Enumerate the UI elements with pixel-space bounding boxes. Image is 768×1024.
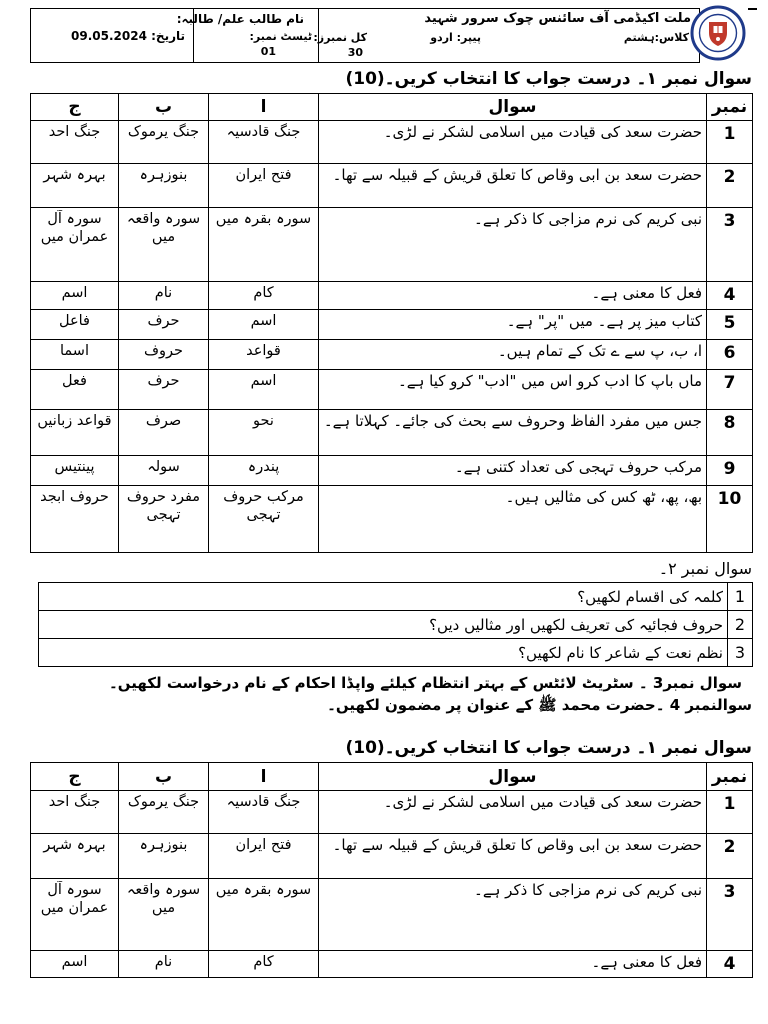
total-marks-value: 30 [347,46,363,59]
option-a-cell [209,456,319,486]
mcq-number-cell [707,879,753,951]
header-option-a: ا [209,763,319,791]
option-c: قواعد زبانیں [37,413,112,429]
mcq-question: حضرت سعد بن ابی وقاص کا تعلق قریش کے قبیلہ سے تھا۔ [332,836,702,854]
mcq-row [31,879,753,951]
option-b: مفرد حروف تہجی [126,489,201,523]
option-a: اسم [250,313,277,329]
short-question-row [39,583,753,611]
mcq-question: حضرت سعد بن ابی وقاص کا تعلق قریش کے قبیلہ سے تھا۔ [332,166,702,184]
option-b-cell [119,282,209,310]
option-a: مرکب حروف تہجی [223,489,304,523]
option-b-cell [119,340,209,370]
mcq-number: 3 [723,882,736,902]
short-question-row [39,611,753,639]
mcq-question: ماں باپ کا ادب کرو اس میں "ادب" کرو کیا ہے۔ [398,372,702,390]
option-c-cell [31,951,119,978]
option-b: جنگ یرموک [127,124,200,140]
paper-label: پیپر: اردو [430,31,481,44]
option-a: جنگ قادسیہ [226,124,301,140]
mcq-row [31,410,753,456]
mcq-row [31,121,753,164]
mcq-question-cell [319,370,707,410]
mcq-question-cell [319,791,707,834]
option-a-cell [209,486,319,553]
mcq-row [31,310,753,340]
q2-number: 2 [734,615,746,634]
short-questions-table [38,582,753,667]
class-label: کلاس:ہشتم [623,31,689,44]
option-b: نام [154,954,173,970]
option-c: بہرہ شہر [43,167,106,183]
option-b: بنوزہرہ [139,167,188,183]
option-c-cell [31,834,119,879]
option-b: نام [154,285,173,301]
option-b: جنگ یرموک [127,794,200,810]
option-c: جنگ احد [48,794,101,810]
q2-number-cell [728,611,753,639]
option-c-cell [31,370,119,410]
date-line [71,29,185,43]
school-name: ملت اکیڈمی آف سائنس چوک سرور شہید [424,11,691,26]
option-c-cell [31,164,119,208]
mcq-question: نبی کریم کی نرم مزاجی کا ذکر ہے۔ [474,210,702,228]
option-c: بہرہ شہر [43,837,106,853]
option-b-cell [119,310,209,340]
mcq-row [31,208,753,282]
mcq-number: 10 [717,489,742,509]
option-a-cell [209,879,319,951]
option-c-cell [31,208,119,282]
option-b-cell [119,208,209,282]
option-b: سولہ [147,459,180,475]
paper-header [30,8,700,63]
mcq-question-cell [319,208,707,282]
header-question: سوال [319,94,707,121]
mcq-question: حضرت سعد کی قیادت میں اسلامی لشکر نے لڑی۔ [383,793,702,811]
option-a: فتح ایران [235,167,292,183]
option-c-cell [31,340,119,370]
academy-seal-icon [690,5,746,61]
mcq-number: 3 [723,211,736,231]
mcq-number: 7 [723,373,736,393]
option-a-cell [209,340,319,370]
mcq-table [30,93,753,553]
mcq-table-repeat [30,762,753,978]
question-1-repeat-title: سوال نمبر ۱۔ درست جواب کا انتخاب کریں۔(10) [345,738,752,758]
date-cell [31,9,194,62]
mcq-number: 1 [723,794,736,814]
mcq-number: 9 [723,459,736,479]
mcq-number: 5 [723,313,736,333]
option-a-cell [209,951,319,978]
option-a: نحو [253,413,274,429]
mcq-row [31,834,753,879]
mcq-row [31,456,753,486]
mcq-number-cell [707,164,753,208]
option-a: سورہ بقرہ میں [215,882,312,898]
option-a-cell [209,282,319,310]
option-b: سورہ واقعہ میں [126,882,201,916]
q2-number: 1 [734,587,746,606]
header-option-b: ب [119,94,209,121]
mcq-number-cell [707,951,753,978]
mcq-question-cell [319,340,707,370]
option-b-cell [119,486,209,553]
mcq-number: 4 [723,285,736,305]
total-marks-label: کل نمبرز: [313,31,367,44]
mcq-number-cell [707,282,753,310]
option-a: قواعد [246,343,281,359]
student-cell [176,9,319,62]
option-a-cell [209,370,319,410]
header-option-c: ج [31,763,119,791]
q2-number: 3 [734,643,746,662]
option-b: حروف [144,343,183,359]
mcq-question-cell [319,282,707,310]
option-c: فاعل [59,313,90,329]
option-b-cell [119,834,209,879]
header-option-b: ب [119,763,209,791]
header-row [31,94,753,121]
option-b-cell [119,879,209,951]
q2-question: کلمہ کی اقسام لکھیں؟ [577,588,723,606]
option-a: جنگ قادسیہ [226,794,301,810]
option-a-cell [209,310,319,340]
mcq-row [31,951,753,978]
mcq-number: 8 [723,413,736,433]
question-2-title: سوال نمبر ۲۔ [658,559,752,578]
mcq-number-cell [707,340,753,370]
question-3-text: سوال نمبر3 ۔ سٹریٹ لائٹس کے بہتر انتظام کیلئے واپڈا احکام کے نام درخواست لکھیں۔ [108,674,742,692]
mcq-question: بھ، پھ، ٹھ کس کی مثالیں ہیں۔ [505,488,702,506]
mcq-row [31,340,753,370]
option-c-cell [31,791,119,834]
option-c: حروف ابجد [40,489,109,505]
option-a: پندرہ [247,459,280,475]
mcq-number-cell [707,370,753,410]
student-name-label: نام طالب علم/ طالبہ: [176,12,304,26]
q2-question: حروف فجائیہ کی تعریف لکھیں اور مثالیں دیں؟ [429,616,723,634]
option-b: حرف [147,373,180,389]
option-b-cell [119,370,209,410]
mcq-number: 2 [723,837,736,857]
option-b: حرف [147,313,180,329]
option-c: سورہ آل عمران میں [40,882,109,916]
option-c-cell [31,310,119,340]
mcq-question: جس میں مفرد الفاظ وحروف سے بحث کی جائے۔ کہلاتا ہے۔ [323,412,702,430]
mcq-number: 2 [723,167,736,187]
option-b-cell [119,121,209,164]
option-a-cell [209,834,319,879]
option-c: اسم [61,285,88,301]
mcq-question-cell [319,456,707,486]
mcq-question-cell [319,121,707,164]
option-b-cell [119,791,209,834]
option-a-cell [209,791,319,834]
option-b: صرف [145,413,182,429]
option-c-cell [31,456,119,486]
mcq-number-cell [707,208,753,282]
option-a-cell [209,410,319,456]
option-a: کام [253,954,274,970]
mcq-question-cell [319,486,707,553]
mcq-question: ا، ب، پ سے ے تک کے تمام ہیں۔ [497,342,702,360]
q2-question-cell [39,583,728,611]
option-c-cell [31,410,119,456]
option-b-cell [119,456,209,486]
option-c-cell [31,486,119,553]
q2-question-cell [39,611,728,639]
test-number-value: 01 [260,45,276,58]
option-c: پینتیس [54,459,95,475]
mcq-question-cell [319,310,707,340]
date-label: تاریخ: [151,29,185,43]
option-b: بنوزہرہ [139,837,188,853]
option-c: اسم [61,954,88,970]
mcq-row [31,370,753,410]
option-b-cell [119,164,209,208]
mcq-number-cell [707,121,753,164]
q2-question-cell [39,639,728,667]
option-c-cell [31,121,119,164]
short-question-row [39,639,753,667]
mcq-number-cell [707,456,753,486]
option-a-cell [209,121,319,164]
mcq-number: 1 [723,124,736,144]
option-c-cell [31,879,119,951]
header-number: نمبر [707,94,753,121]
mcq-number: 6 [723,343,736,363]
option-a: اسم [250,373,277,389]
option-a: فتح ایران [235,837,292,853]
mcq-number-cell [707,791,753,834]
option-b: سورہ واقعہ میں [126,211,201,245]
header-option-c: ج [31,94,119,121]
option-a: کام [253,285,274,301]
mcq-question-cell [319,410,707,456]
school-cell [313,9,699,62]
option-c-cell [31,282,119,310]
option-c: اسما [60,343,89,359]
mcq-question: نبی کریم کی نرم مزاجی کا ذکر ہے۔ [474,881,702,899]
mcq-question: فعل کا معنی ہے۔ [591,953,702,971]
option-a-cell [209,208,319,282]
mcq-row [31,791,753,834]
header-option-a: ا [209,94,319,121]
mcq-question-cell [319,834,707,879]
question-1-title: سوال نمبر ۱۔ درست جواب کا انتخاب کریں۔(10) [345,69,752,89]
question-4-text: سوالنمبر 4 ۔حضرت محمد ﷺ کے عنوان پر مضمون لکھیں۔ [327,696,752,714]
mcq-number-cell [707,410,753,456]
option-c: فعل [62,373,87,389]
mcq-question-cell [319,951,707,978]
mcq-number-cell [707,486,753,553]
mcq-row [31,486,753,553]
mcq-row [31,282,753,310]
mcq-number-cell [707,310,753,340]
test-number-label: ٹیسٹ نمبر: [249,30,312,43]
header-row [31,763,753,791]
mcq-question-cell [319,879,707,951]
date-value: 09.05.2024 [71,29,147,43]
option-c: سورہ آل عمران میں [40,211,109,245]
option-b-cell [119,410,209,456]
header-number: نمبر [707,763,753,791]
q2-question: نظم نعت کے شاعر کا نام لکھیں؟ [518,644,723,662]
option-b-cell [119,951,209,978]
header-question: سوال [319,763,707,791]
q2-number-cell [728,639,753,667]
option-a: سورہ بقرہ میں [215,211,312,227]
q2-number-cell [728,583,753,611]
mcq-number: 4 [723,954,736,974]
mcq-question: حضرت سعد کی قیادت میں اسلامی لشکر نے لڑی۔ [383,123,702,141]
mcq-question: فعل کا معنی ہے۔ [591,284,702,302]
mcq-question: کتاب میز پر ہے۔ میں "پر" ہے۔ [506,312,702,330]
mcq-question: مرکب حروف تہجی کی تعداد کتنی ہے۔ [454,458,702,476]
option-a-cell [209,164,319,208]
mcq-row [31,164,753,208]
corner-mark [748,8,757,10]
option-c: جنگ احد [48,124,101,140]
mcq-question-cell [319,164,707,208]
mcq-number-cell [707,834,753,879]
